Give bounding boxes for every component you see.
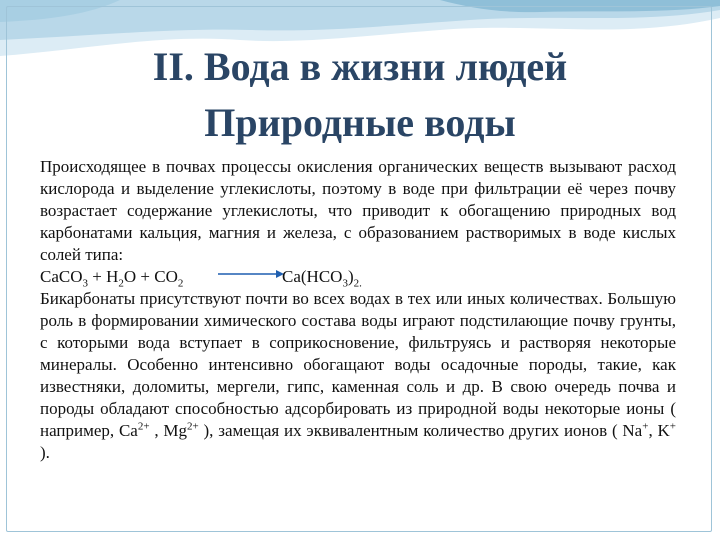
slide-title: II. Вода в жизни людей [152, 44, 568, 89]
slide-subtitle: Природные воды [204, 100, 516, 145]
reaction-arrow-icon [218, 269, 284, 279]
equation-reactants: CaCO$_3$ + $H_2O + CO_2$ [40, 267, 184, 290]
paragraph-bicarbonates: Бикарбонаты присутствуют почти во всех водах в тех или иных количествах. Большую роль в формировании химического состава воды играют подстилающие почву грунты, с которыми вода вступает в соприкосновение, фильтруясь и растворяя некоторые минералы. Особенно интенсивно обогащают воды осадочные породы, такие, как известняки, доломиты, мергели, гипс, каменная соль и др. В свою очередь почва и породы обладают способностью адсорбировать из природной воды некоторые ионы ( например, $Ca^{2+}$ , $Mg^{2+}$ ), замещая их эквивалентным количество других ионов ( Na+, K+ ). [40, 289, 676, 462]
slide-body [40, 156, 676, 464]
chemical-equation [40, 266, 676, 288]
paragraph-oxidation: Происходящее в почвах процессы окисления органических веществ вызывают расход кислорода и выделение углекислоты, поэтому в воде при фильтрации её через почву возрастает содержание углекислоты, что приводит к обогащению природных вод карбонатами кальция, магния и железа, с образованием растворимых в воде кислых солей типа: [40, 157, 676, 264]
equation-product: $Ca(HCO_3)_{2.}$ [282, 267, 362, 290]
